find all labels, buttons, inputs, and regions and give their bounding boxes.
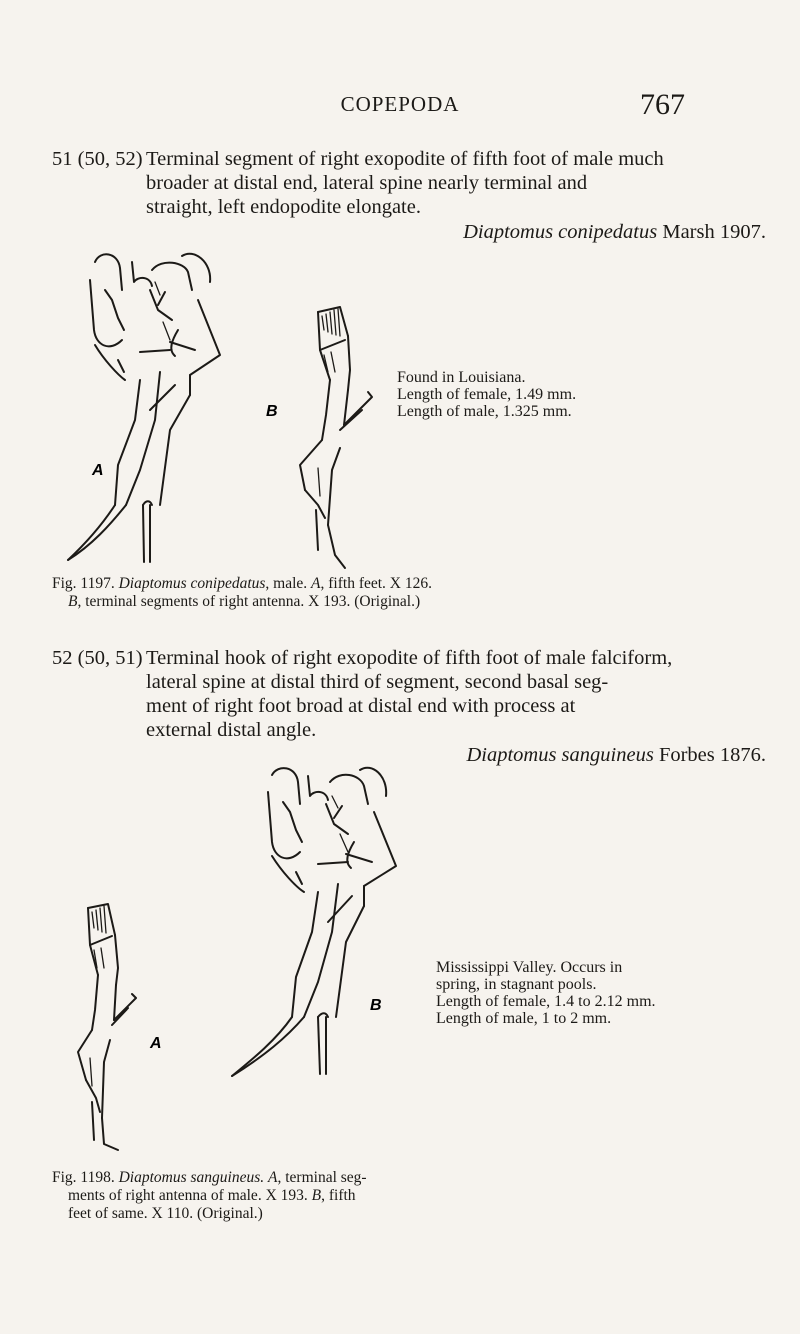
caption-text: , fifth feet. X 126. — [320, 575, 432, 592]
note-line: Length of female, 1.49 mm. — [397, 386, 577, 403]
species-authority: Marsh 1907. — [662, 221, 766, 243]
couplet-line: lateral spine at distal third of segment, second basal seg- — [146, 671, 609, 693]
couplet-number: 51 (50, 52) — [52, 148, 143, 170]
couplet-line: external distal angle. — [146, 719, 317, 741]
note-line: Length of male, 1.325 mm. — [397, 403, 572, 420]
note-line: spring, in stagnant pools. — [436, 976, 597, 993]
caption-line — [52, 1205, 612, 1223]
caption-text: , terminal seg- — [277, 1169, 367, 1186]
caption-part-b: B — [311, 1187, 322, 1204]
couplet-line: ment of right foot broad at distal end with process at — [146, 695, 576, 717]
note-line: Mississippi Valley. Occurs in — [436, 959, 623, 976]
antenna-segments-drawing — [78, 904, 136, 1150]
couplet-number: 52 (50, 51) — [52, 647, 143, 669]
caption-text: , terminal segments of right antenna. X 193. (Original.) — [77, 593, 421, 610]
note-line: Length of female, 1.4 to 2.12 mm. — [436, 993, 656, 1010]
caption-figure-number: Fig. 1198. — [52, 1169, 115, 1186]
couplet-line: straight, left endopodite elongate. — [146, 196, 421, 218]
figure-1198-notes — [436, 959, 766, 1027]
caption-text: , fifth — [321, 1187, 356, 1204]
figure-1198-label-a: A — [150, 1035, 162, 1052]
caption-text: ments of right antenna of male. X 193. — [68, 1187, 312, 1204]
caption-text: feet of same. X 110. (Original.) — [68, 1205, 263, 1222]
couplet-line: Terminal segment of right exopodite of fifth foot of male much — [146, 148, 664, 170]
caption-part-b: B — [68, 593, 78, 610]
caption-figure-number: Fig. 1197. — [52, 575, 115, 592]
note-line: Length of male, 1 to 2 mm. — [436, 1010, 612, 1027]
caption-species: Diaptomus conipedatus — [118, 575, 266, 592]
couplet-line: Terminal hook of right exopodite of fifth foot of male falciform, — [146, 647, 673, 669]
running-head: COPEPODA — [340, 92, 460, 116]
caption-line — [52, 1187, 612, 1205]
figure-1197-label-a: A — [92, 462, 104, 479]
species-binomial: Diaptomus conipedatus — [463, 221, 658, 243]
couplet-line: broader at distal end, lateral spine nearly terminal and — [146, 172, 588, 194]
page-number: 767 — [640, 88, 685, 121]
fifth-feet-drawing — [232, 768, 396, 1076]
figure-1198-caption — [52, 1169, 612, 1223]
caption-part-a: A — [311, 575, 321, 592]
figure-1198-label-b: B — [370, 997, 382, 1014]
note-line: Found in Louisiana. — [397, 369, 526, 386]
figure-1197-label-b: B — [266, 403, 278, 420]
species-binomial: Diaptomus sanguineus — [466, 744, 654, 766]
caption-part-a: A — [268, 1169, 278, 1186]
caption-line — [52, 1169, 612, 1187]
caption-text: , male. — [265, 575, 312, 592]
species-authority: Forbes 1876. — [658, 744, 766, 766]
caption-species: Diaptomus sanguineus. — [118, 1169, 265, 1186]
